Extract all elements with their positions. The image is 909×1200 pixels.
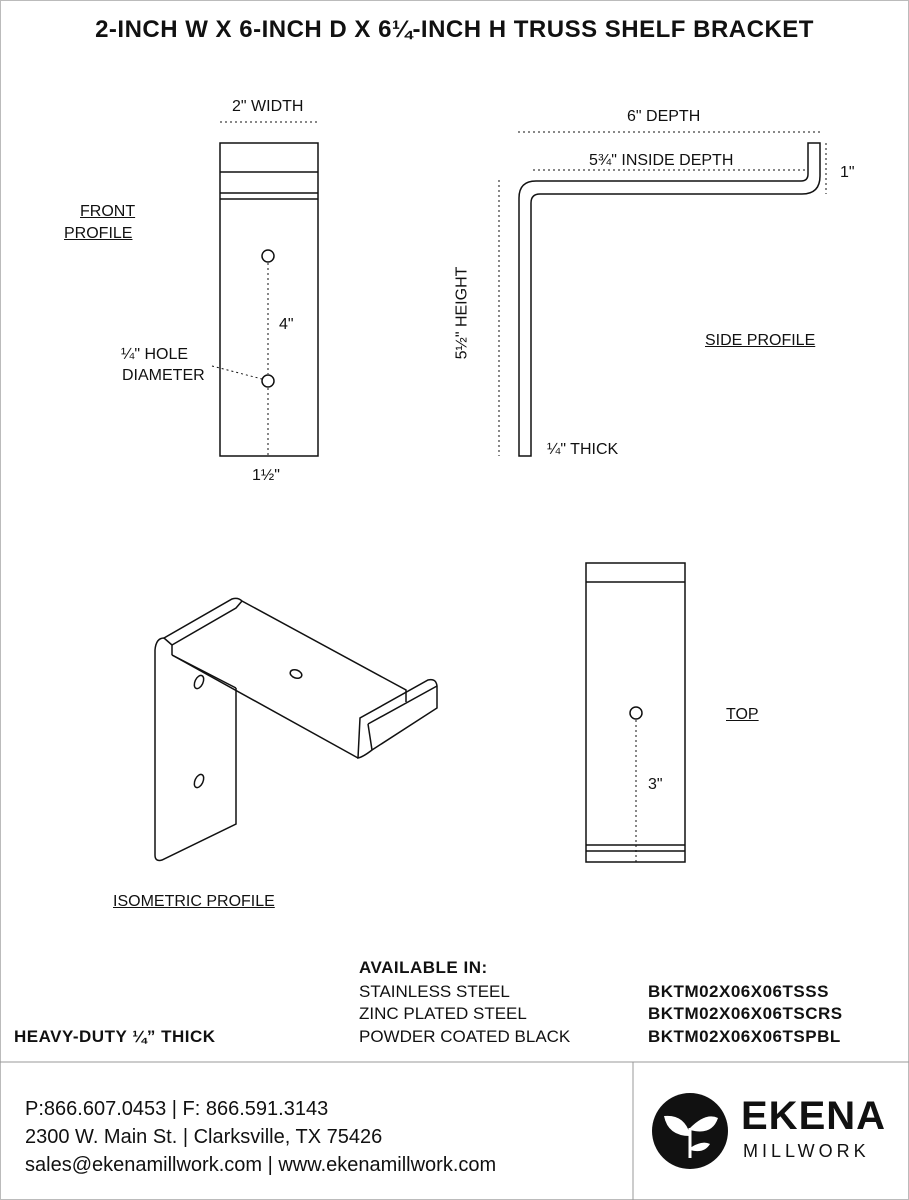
brand-name: EKENA: [741, 1094, 887, 1138]
iso-vertical-plate-edge: [155, 638, 172, 655]
iso-lip-edge: [368, 724, 372, 750]
leaf-sprout-icon: [652, 1093, 728, 1169]
available-item-name: STAINLESS STEEL: [359, 982, 510, 1001]
iso-shelf-inner-edge: [172, 601, 242, 645]
front-bottom-dimension-label: 1½": [252, 467, 280, 484]
side-bracket-outline: [519, 143, 820, 456]
top-view: [586, 563, 685, 862]
side-inside-depth-label: 5¾" INSIDE DEPTH: [589, 152, 734, 169]
isometric-view: [155, 598, 437, 860]
iso-lip-top-edge: [368, 686, 437, 724]
front-width-label: 2" WIDTH: [232, 98, 304, 115]
side-lip-label: 1": [840, 164, 855, 181]
iso-hole-upper: [192, 674, 205, 690]
front-hole-upper: [262, 250, 274, 262]
heavy-duty-label: HEAVY-DUTY ¼” THICK: [14, 1027, 216, 1046]
top-profile-label: TOP: [726, 706, 759, 723]
front-profile-label-1: FRONT: [80, 203, 136, 220]
top-hole-dimension-label: 3": [648, 776, 663, 793]
contact-address: 2300 W. Main St. | Clarksville, TX 75426: [25, 1126, 383, 1148]
available-heading: AVAILABLE IN:: [359, 958, 488, 977]
side-profile-view: [499, 132, 826, 456]
available-item-name: POWDER COATED BLACK: [359, 1027, 571, 1046]
top-hole: [630, 707, 642, 719]
top-plate-outline: [586, 563, 685, 862]
brand-subtitle: MILLWORK: [743, 1141, 870, 1161]
front-hole-lower: [262, 375, 274, 387]
iso-shelf-front-edge: [172, 655, 358, 758]
front-profile-label-2: PROFILE: [64, 225, 133, 242]
hole-diameter-label-2: DIAMETER: [122, 367, 205, 384]
contact-phone-fax: P:866.607.0453 | F: 866.591.3143: [25, 1098, 329, 1120]
iso-hole-shelf: [289, 668, 303, 680]
front-hole-spacing-label: 4": [279, 316, 294, 333]
available-item-name: ZINC PLATED STEEL: [359, 1004, 527, 1023]
side-thick-label: ¼" THICK: [547, 441, 619, 458]
side-depth-label: 6" DEPTH: [627, 108, 701, 125]
front-profile-view: [212, 122, 318, 456]
side-profile-label: SIDE PROFILE: [705, 332, 816, 349]
available-item-sku: BKTM02X06X06TSPBL: [648, 1027, 841, 1046]
available-item-sku: BKTM02X06X06TSSS: [648, 982, 829, 1001]
hole-diameter-label-1: ¼" HOLE: [121, 346, 189, 363]
iso-hole-lower: [192, 773, 205, 789]
available-item-sku: BKTM02X06X06TSCRS: [648, 1004, 843, 1023]
front-plate-outline: [220, 143, 318, 456]
contact-email-web: sales@ekenamillwork.com | www.ekenamillwork.com: [25, 1154, 497, 1176]
iso-lip-outline: [358, 680, 437, 758]
side-height-label: 5½" HEIGHT: [453, 266, 471, 360]
page-title: 2-INCH W X 6-INCH D X 6¼-INCH H TRUSS SHELF BRACKET: [95, 16, 814, 43]
isometric-profile-label: ISOMETRIC PROFILE: [113, 893, 275, 910]
